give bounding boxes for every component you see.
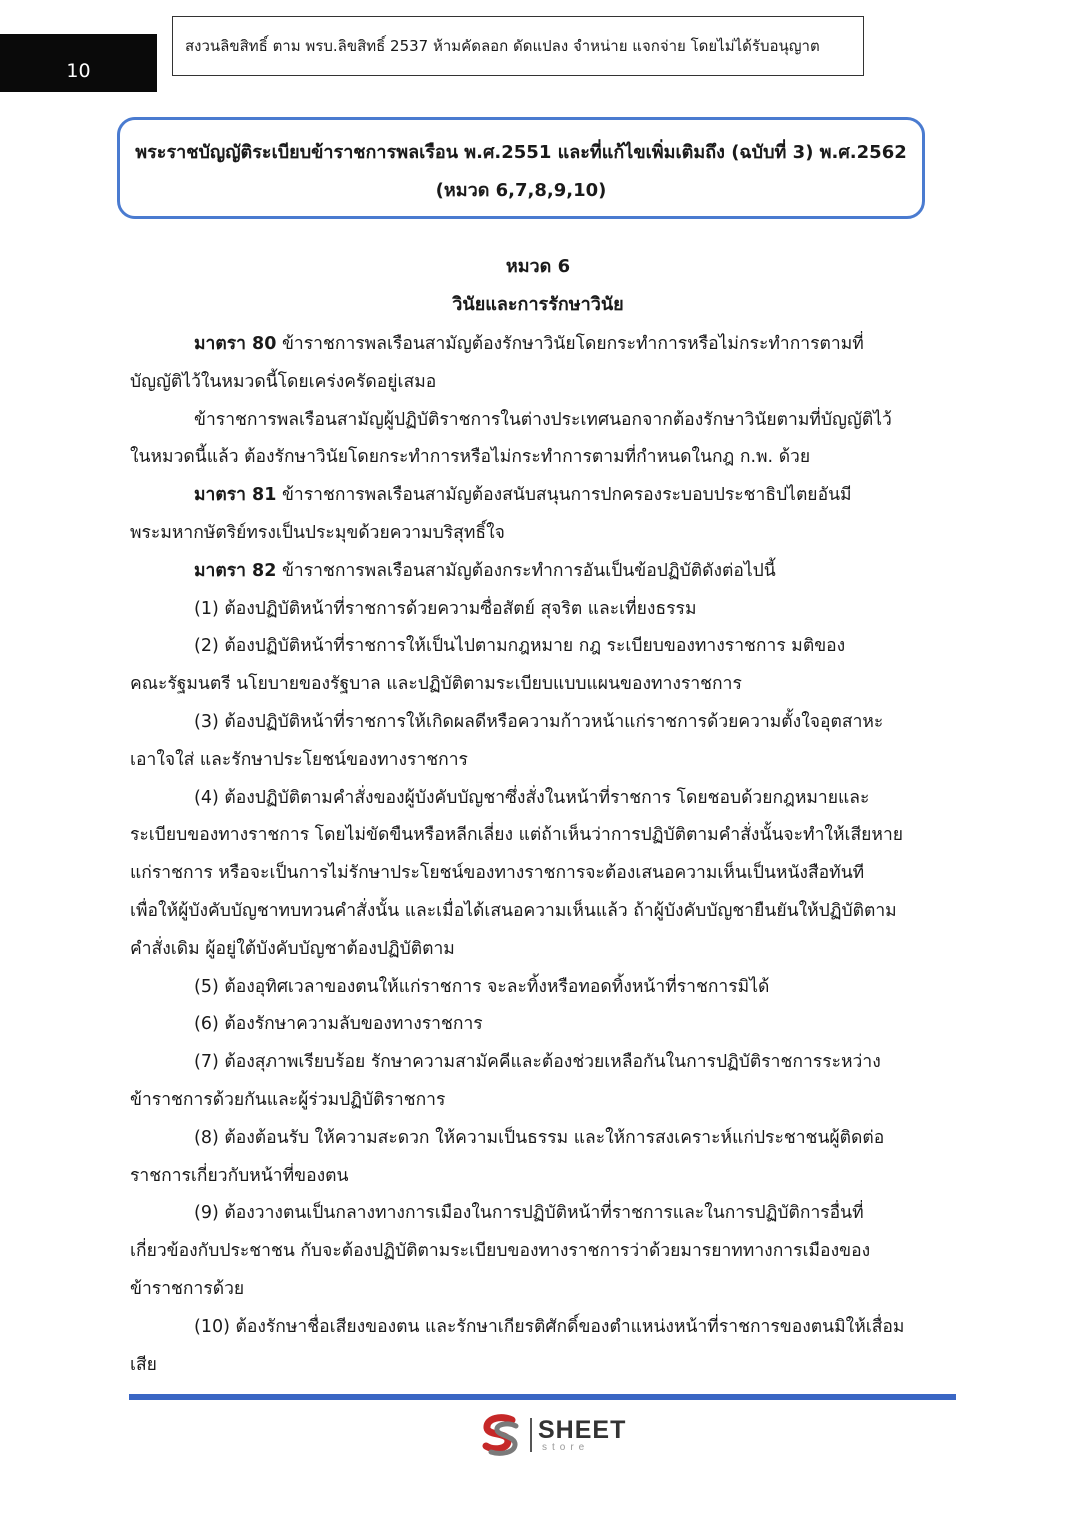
paragraph-line [130, 817, 912, 855]
paragraph-first-line [130, 969, 912, 1007]
document-subtitle: (หมวด 6,7,8,9,10) [435, 180, 607, 201]
chapter-number: หมวด 6 [505, 256, 571, 277]
paragraph-first-line [130, 1120, 912, 1158]
paragraph-first-line [130, 1309, 912, 1347]
paragraph-text: เสีย [130, 1354, 157, 1375]
paragraph-text: ข้าราชการพลเรือนสามัญต้องสนับสนุนการปกครองระบอบประชาธิปไตยอันมี [276, 485, 852, 506]
logo-word: SHEET [538, 1415, 627, 1444]
paragraph-text: แก่ราชการ หรือจะเป็นการไม่รักษาประโยชน์ของทางราชการจะต้องเสนอความเห็นเป็นหนังสือทันที [130, 863, 865, 884]
document-body [130, 326, 912, 1384]
paragraph-line [130, 439, 912, 477]
section-label: มาตรา 80 [194, 334, 277, 354]
paragraph-text: (10) ต้องรักษาชื่อเสียงของตน และรักษาเกียรติศักดิ์ของตำแหน่งหน้าที่ราชการของตนมิให้เสื่อม [194, 1316, 905, 1337]
document-title: พระราชบัญญัติระเบียบข้าราชการพลเรือน พ.ศ.2551 และที่แก้ไขเพิ่มเติมถึง (ฉบับที่ 3) พ.ศ.2562 [135, 142, 907, 163]
paragraph-line [130, 1233, 912, 1271]
section-label: มาตรา 82 [194, 560, 277, 581]
paragraph-first-line [130, 477, 912, 515]
paragraph-text: ราชการเกี่ยวกับหน้าที่ของตน [130, 1165, 349, 1186]
paragraph-first-line [130, 628, 912, 666]
logo-subword: store [542, 1441, 590, 1453]
paragraph-text: คณะรัฐมนตรี นโยบายของรัฐบาล และปฏิบัติตามระเบียบแบบแผนของทางราชการ [130, 674, 742, 695]
paragraph-text: เอาใจใส่ และรักษาประโยชน์ของทางราชการ [130, 749, 468, 770]
paragraph-line [130, 742, 912, 780]
paragraph-text: ข้าราชการพลเรือนสามัญผู้ปฏิบัติราชการในต่างประเทศนอกจากต้องรักษาวินัยตามที่บัญญัติไว้ [194, 409, 892, 430]
paragraph-text: ในหมวดนี้แล้ว ต้องรักษาวินัยโดยกระทำการหรือไม่กระทำการตามที่กำหนดในกฎ ก.พ. ด้วย [130, 447, 811, 468]
paragraph-line [130, 855, 912, 893]
paragraph-text: (6) ต้องรักษาความลับของทางราชการ [194, 1014, 483, 1035]
logo-divider [530, 1418, 532, 1452]
paragraph-text: (3) ต้องปฏิบัติหน้าที่ราชการให้เกิดผลดีหรือความก้าวหน้าแก่ราชการด้วยความตั้งใจอุตสาหะ [194, 711, 884, 732]
paragraph-line [130, 1082, 912, 1120]
paragraph-text: ข้าราชการด้วย [130, 1278, 245, 1299]
paragraph-text: (7) ต้องสุภาพเรียบร้อย รักษาความสามัคคีและต้องช่วยเหลือกันในการปฏิบัติราชการระหว่าง [194, 1052, 881, 1073]
paragraph-text: ระเบียบของทางราชการ โดยไม่ขัดขืนหรือหลีกเลี่ยง แต่ถ้าเห็นว่าการปฏิบัติตามคำสั่งนั้นจะทำให้เสียหาย [130, 825, 904, 846]
copyright-notice: สงวนลิขสิทธิ์ ตาม พรบ.ลิขสิทธิ์ 2537 ห้ามคัดลอก ดัดแปลง จำหน่าย แจกจ่าย โดยไม่ได้รับอนุญาต [172, 16, 864, 76]
page-number: 10 [0, 34, 157, 92]
paragraph-text: เพื่อให้ผู้บังคับบัญชาทบทวนคำสั่งนั้น และเมื่อได้เสนอความเห็นแล้ว ถ้าผู้บังคับบัญชายืนยันให้ปฏิบัติตาม [130, 900, 897, 921]
paragraph-text: เกี่ยวข้องกับประชาชน กับจะต้องปฏิบัติตามระเบียบของทางราชการว่าด้วยมารยาททางการเมืองของ [130, 1241, 871, 1262]
paragraph-text: ข้าราชการพลเรือนสามัญต้องกระทำการอันเป็นข้อปฏิบัติดังต่อไปนี้ [276, 560, 776, 581]
paragraph-text: (9) ต้องวางตนเป็นกลางทางการเมืองในการปฏิบัติหน้าที่ราชการและในการปฏิบัติการอื่นที่ [194, 1203, 864, 1224]
paragraph-first-line [130, 704, 912, 742]
paragraph-text: (4) ต้องปฏิบัติตามคำสั่งของผู้บังคับบัญชาซึ่งสั่งในหน้าที่ราชการ โดยชอบด้วยกฎหมายและ [194, 787, 870, 808]
paragraph-first-line [130, 402, 912, 440]
paragraph-text: คำสั่งเดิม ผู้อยู่ใต้บังคับบัญชาต้องปฏิบัติตาม [130, 938, 455, 959]
paragraph-text: บัญญัติไว้ในหมวดนี้โดยเคร่งครัดอยู่เสมอ [130, 371, 437, 392]
paragraph-text: (5) ต้องอุทิศเวลาของตนให้แก่ราชการ จะละทิ้งหรือทอดทิ้งหน้าที่ราชการมิได้ [194, 976, 770, 997]
paragraph-first-line [130, 1006, 912, 1044]
sheet-store-logo [478, 1410, 626, 1460]
paragraph-line [130, 515, 912, 553]
paragraph-line [130, 931, 912, 969]
paragraph-line [130, 1347, 912, 1385]
paragraph-first-line [130, 591, 912, 629]
paragraph-line [130, 364, 912, 402]
paragraph-first-line [130, 1044, 912, 1082]
section-label: มาตรา 81 [194, 485, 277, 506]
footer-rule [129, 1394, 956, 1400]
paragraph-line [130, 666, 912, 704]
paragraph-line [130, 893, 912, 931]
paragraph-first-line [130, 1195, 912, 1233]
document-title-box [117, 117, 925, 219]
paragraph-text: พระมหากษัตริย์ทรงเป็นประมุขด้วยความบริสุทธิ์ใจ [130, 522, 505, 543]
sheet-store-logo-icon [478, 1412, 524, 1458]
paragraph-text: (8) ต้องต้อนรับ ให้ความสะดวก ให้ความเป็นธรรม และให้การสงเคราะห์แก่ประชาชนผู้ติดต่อ [194, 1127, 885, 1148]
paragraph-line [130, 1271, 912, 1309]
paragraph-first-line [130, 553, 912, 591]
paragraph-text: (2) ต้องปฏิบัติหน้าที่ราชการให้เป็นไปตามกฎหมาย กฎ ระเบียบของทางราชการ มติของ [194, 636, 846, 657]
paragraph-first-line [130, 780, 912, 818]
chapter-title: วินัยและการรักษาวินัย [452, 294, 624, 315]
paragraph-first-line [130, 326, 912, 364]
paragraph-text: ข้าราชการด้วยกันและผู้ร่วมปฏิบัติราชการ [130, 1089, 446, 1110]
paragraph-line [130, 1158, 912, 1196]
paragraph-text: ข้าราชการพลเรือนสามัญต้องรักษาวินัยโดยกระทำการหรือไม่กระทำการตามที่ [276, 334, 864, 354]
paragraph-text: (1) ต้องปฏิบัติหน้าที่ราชการด้วยความซื่อสัตย์ สุจริต และเที่ยงธรรม [194, 598, 697, 619]
